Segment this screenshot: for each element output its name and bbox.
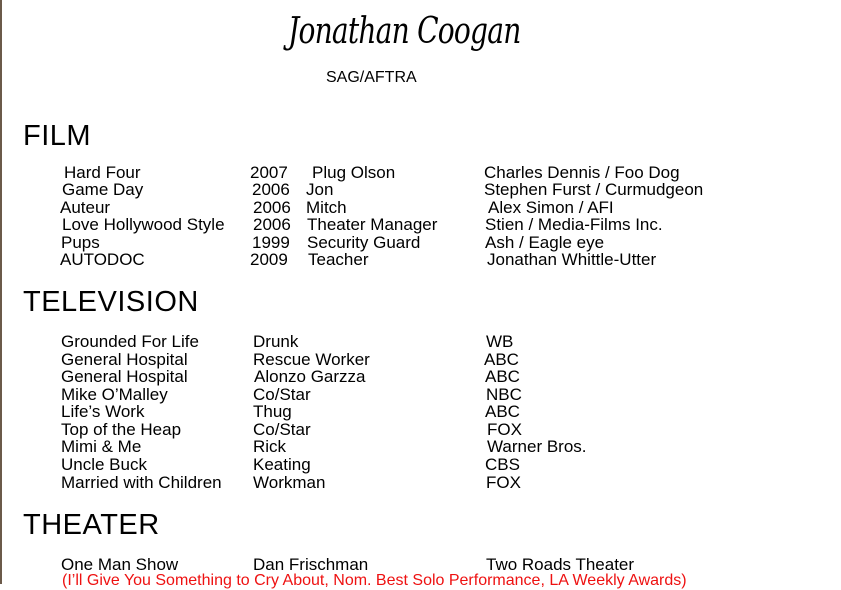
tv-show: Mimi & Me [61, 437, 142, 456]
tv-role: Thug [253, 402, 292, 421]
film-title: Auteur [60, 198, 111, 217]
section-title-theater: THEATER [23, 509, 160, 541]
page-left-edge [0, 0, 2, 584]
tv-network: Warner Bros. [487, 437, 587, 456]
film-director: Ash / Eagle eye [485, 233, 605, 252]
film-year: 2006 [253, 198, 291, 217]
tv-network: CBS [485, 455, 520, 474]
film-row [0, 181, 841, 199]
film-director: Stien / Media-Films Inc. [485, 215, 663, 234]
tv-show: Top of the Heap [61, 420, 182, 439]
tv-row [0, 403, 841, 421]
tv-show: General Hospital [61, 350, 188, 369]
tv-row [0, 474, 841, 492]
theater-award-note: (I’ll Give You Something to Cry About, Nom. Best Solo Performance, LA Weekly Awards) [62, 572, 687, 589]
tv-show: Uncle Buck [61, 455, 147, 474]
section-title-film: FILM [23, 120, 92, 152]
tv-role: Rescue Worker [253, 350, 370, 369]
film-role: Plug Olson [312, 163, 396, 182]
film-title: Game Day [62, 180, 144, 199]
tv-show: Life’s Work [61, 402, 145, 421]
film-role: Security Guard [307, 233, 421, 252]
tv-show: Grounded For Life [61, 332, 199, 351]
tv-row [0, 333, 841, 351]
film-year: 2007 [250, 163, 288, 182]
film-year: 2006 [253, 215, 291, 234]
film-row [0, 251, 841, 269]
film-year: 2009 [250, 250, 288, 269]
film-director: Alex Simon / AFI [488, 198, 614, 217]
film-title: Hard Four [64, 163, 141, 182]
tv-network: ABC [485, 367, 520, 386]
film-role: Mitch [306, 198, 347, 217]
film-role: Jon [306, 180, 334, 199]
name-signature: Jonathan Coogan [288, 11, 521, 52]
union-affiliation: SAG/AFTRA [326, 69, 417, 86]
film-director: Jonathan Whittle-Utter [487, 250, 657, 269]
theater-role: Dan Frischman [253, 555, 369, 574]
section-title-television: TELEVISION [23, 286, 199, 318]
tv-role: Workman [253, 473, 326, 492]
tv-network: ABC [484, 350, 519, 369]
film-director: Stephen Furst / Curmudgeon [484, 180, 704, 199]
tv-show: Mike O’Malley [61, 385, 168, 404]
tv-role: Alonzo Garzza [254, 367, 366, 386]
theater-show: One Man Show [61, 555, 179, 574]
film-row [0, 216, 841, 234]
tv-network: WB [486, 332, 514, 351]
tv-network: FOX [487, 420, 522, 439]
film-title: Love Hollywood Style [62, 215, 225, 234]
tv-network: NBC [486, 385, 522, 404]
tv-row [0, 456, 841, 474]
film-role: Teacher [308, 250, 369, 269]
theater-venue: Two Roads Theater [486, 555, 635, 574]
film-director: Charles Dennis / Foo Dog [484, 163, 680, 182]
film-title: AUTODOC [60, 250, 145, 269]
tv-network: ABC [485, 402, 520, 421]
film-role: Theater Manager [307, 215, 438, 234]
tv-role: Co/Star [253, 385, 311, 404]
film-year: 1999 [252, 233, 290, 252]
tv-role: Co/Star [253, 420, 311, 439]
film-year: 2006 [252, 180, 290, 199]
tv-show: Married with Children [61, 473, 222, 492]
tv-role: Keating [253, 455, 311, 474]
film-title: Pups [61, 233, 100, 252]
tv-row [0, 438, 841, 456]
tv-role: Rick [253, 437, 287, 456]
tv-row [0, 368, 841, 386]
tv-show: General Hospital [61, 367, 188, 386]
tv-role: Drunk [253, 332, 299, 351]
tv-network: FOX [486, 473, 521, 492]
